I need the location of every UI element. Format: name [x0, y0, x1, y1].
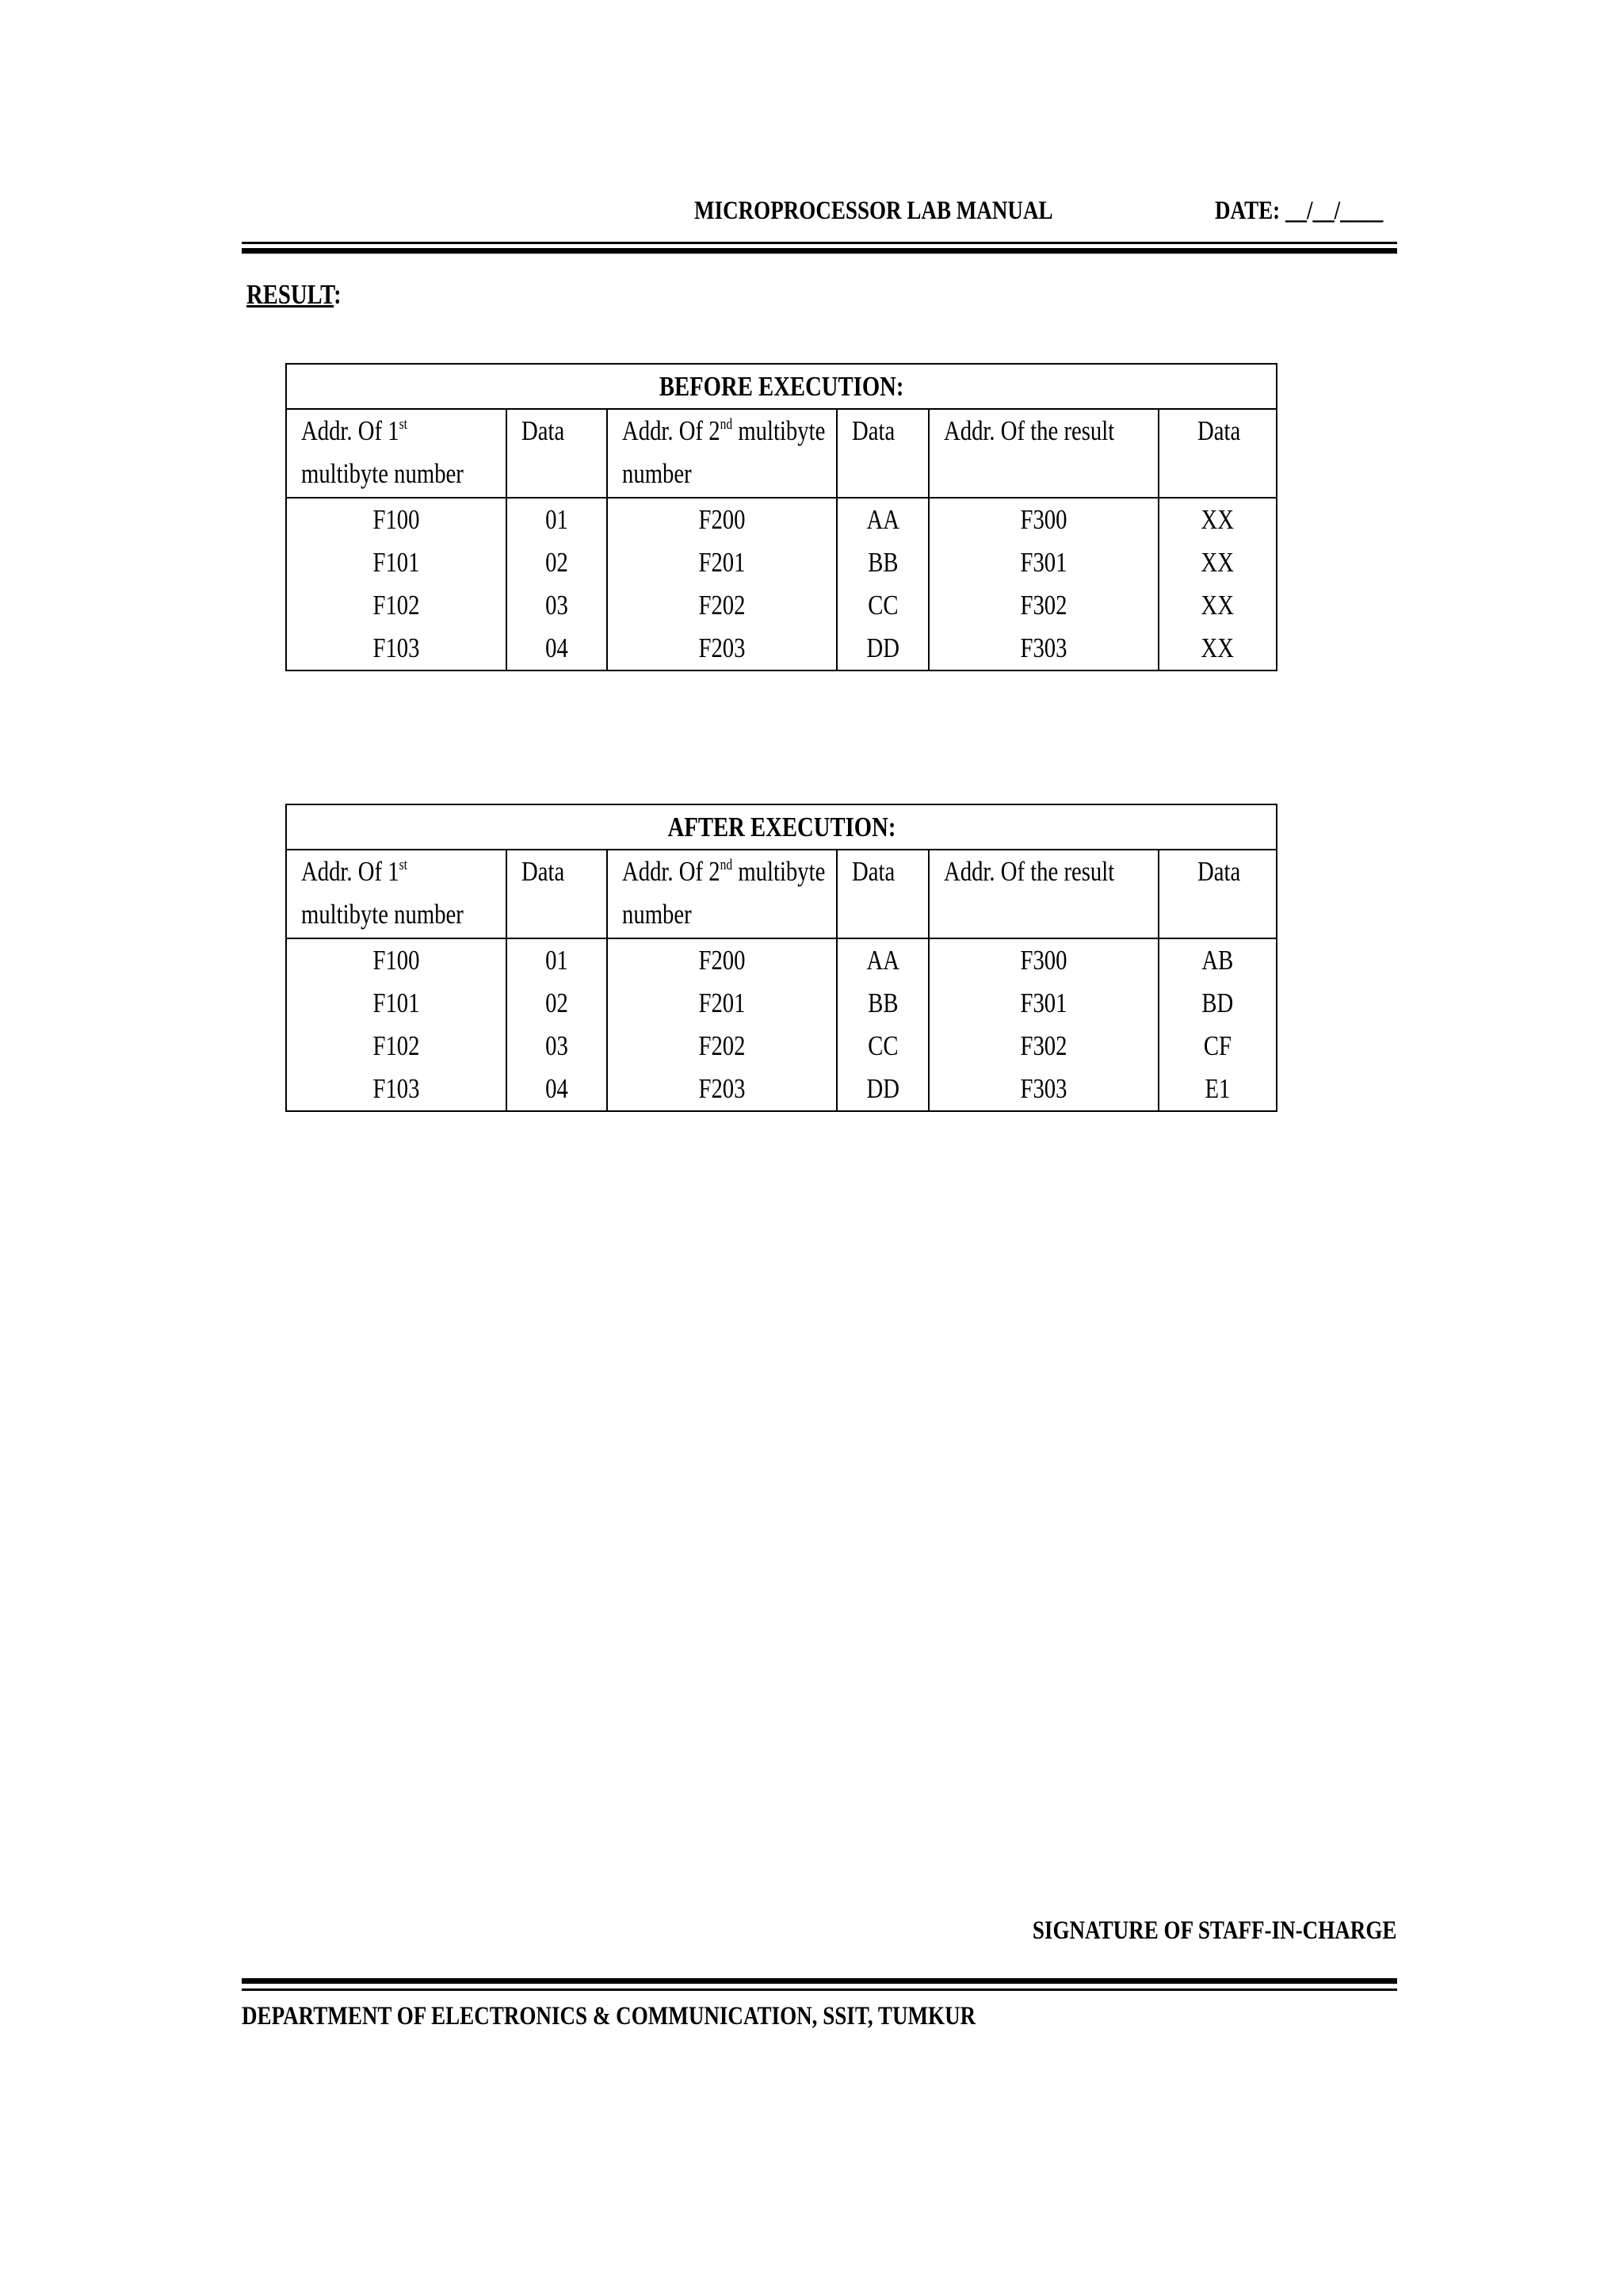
table-cell: XX	[1159, 584, 1277, 627]
table-cell: F301	[929, 541, 1159, 584]
table-cell: F303	[929, 1068, 1159, 1111]
table-row	[286, 1025, 1277, 1068]
table-cell: BB	[837, 541, 929, 584]
footer-rule-thick	[242, 1978, 1397, 1984]
after-header-row	[286, 850, 1277, 938]
table-cell: F103	[286, 627, 506, 670]
after-caption-text: AFTER EXECUTION:	[667, 812, 896, 842]
before-header-row	[286, 409, 1277, 498]
after-header-data1: Data	[506, 850, 607, 938]
table-row	[286, 1068, 1277, 1111]
table-cell: 01	[506, 938, 607, 982]
table-row	[286, 627, 1277, 670]
table-cell: F202	[607, 1025, 837, 1068]
table-row	[286, 541, 1277, 584]
footer-rule-thin	[242, 1988, 1397, 1991]
table-cell: CC	[837, 1025, 929, 1068]
before-header-addr2: Addr. Of 2nd multibyte number	[607, 409, 837, 498]
footer-department	[242, 2002, 1137, 2031]
after-header-data2: Data	[837, 850, 929, 938]
table-cell: F101	[286, 982, 506, 1025]
header-title	[694, 197, 1132, 226]
table-cell: BB	[837, 982, 929, 1025]
table-cell: F200	[607, 498, 837, 541]
table-cell: F201	[607, 541, 837, 584]
before-header-addr1: Addr. Of 1st multibyte number	[286, 409, 506, 498]
table-cell: XX	[1159, 541, 1277, 584]
header-date	[1215, 197, 1420, 226]
table-cell: F100	[286, 498, 506, 541]
before-caption-text: BEFORE EXECUTION:	[659, 371, 904, 402]
header-rule-thick	[242, 248, 1397, 254]
after-execution-table	[285, 804, 1277, 1112]
table-cell: F102	[286, 584, 506, 627]
table-cell: 04	[506, 1068, 607, 1111]
result-heading-colon: :	[334, 279, 342, 310]
header-rule-thin	[242, 242, 1397, 244]
table-cell: F301	[929, 982, 1159, 1025]
table-cell: CC	[837, 584, 929, 627]
table-cell: 02	[506, 982, 607, 1025]
table-cell: F200	[607, 938, 837, 982]
table-cell: 03	[506, 1025, 607, 1068]
table-cell: 02	[506, 541, 607, 584]
after-header-data3: Data	[1159, 850, 1277, 938]
before-execution-table	[285, 363, 1277, 671]
table-cell: XX	[1159, 627, 1277, 670]
table-cell: F303	[929, 627, 1159, 670]
table-cell: AB	[1159, 938, 1277, 982]
table-cell: F302	[929, 584, 1159, 627]
table-row	[286, 498, 1277, 541]
table-cell: DD	[837, 627, 929, 670]
table-cell: CF	[1159, 1025, 1277, 1068]
table-cell: F100	[286, 938, 506, 982]
table-row	[286, 584, 1277, 627]
table-cell: 01	[506, 498, 607, 541]
table-cell: F202	[607, 584, 837, 627]
signature-text: SIGNATURE OF STAFF-IN-CHARGE	[1032, 1916, 1396, 1945]
table-cell: F101	[286, 541, 506, 584]
result-heading	[246, 279, 362, 311]
table-cell: AA	[837, 498, 929, 541]
after-table-caption	[286, 804, 1277, 850]
table-cell: AA	[837, 938, 929, 982]
header-date-text: DATE: __/__/____	[1215, 197, 1384, 225]
header-title-text: MICROPROCESSOR LAB MANUAL	[694, 197, 1053, 225]
footer-department-text: DEPARTMENT OF ELECTRONICS & COMMUNICATION, SSIT, TUMKUR	[242, 2002, 976, 2030]
table-row	[286, 982, 1277, 1025]
after-header-addr1: Addr. Of 1st multibyte number	[286, 850, 506, 938]
signature-label	[953, 1916, 1396, 1946]
before-table-caption	[286, 364, 1277, 409]
before-header-data1: Data	[506, 409, 607, 498]
table-cell: 04	[506, 627, 607, 670]
table-cell: F103	[286, 1068, 506, 1111]
table-cell: F302	[929, 1025, 1159, 1068]
table-cell: 03	[506, 584, 607, 627]
result-heading-text: RESULT	[246, 279, 334, 310]
after-header-addr2: Addr. Of 2nd multibyte number	[607, 850, 837, 938]
table-cell: F203	[607, 627, 837, 670]
table-cell: F300	[929, 498, 1159, 541]
before-header-addr-result: Addr. Of the result	[929, 409, 1159, 498]
table-cell: BD	[1159, 982, 1277, 1025]
after-header-addr-result: Addr. Of the result	[929, 850, 1159, 938]
table-cell: E1	[1159, 1068, 1277, 1111]
table-cell: F201	[607, 982, 837, 1025]
table-row	[286, 938, 1277, 982]
table-cell: XX	[1159, 498, 1277, 541]
before-header-data2: Data	[837, 409, 929, 498]
table-cell: F300	[929, 938, 1159, 982]
table-cell: F102	[286, 1025, 506, 1068]
table-cell: DD	[837, 1068, 929, 1111]
before-header-data3: Data	[1159, 409, 1277, 498]
table-cell: F203	[607, 1068, 837, 1111]
